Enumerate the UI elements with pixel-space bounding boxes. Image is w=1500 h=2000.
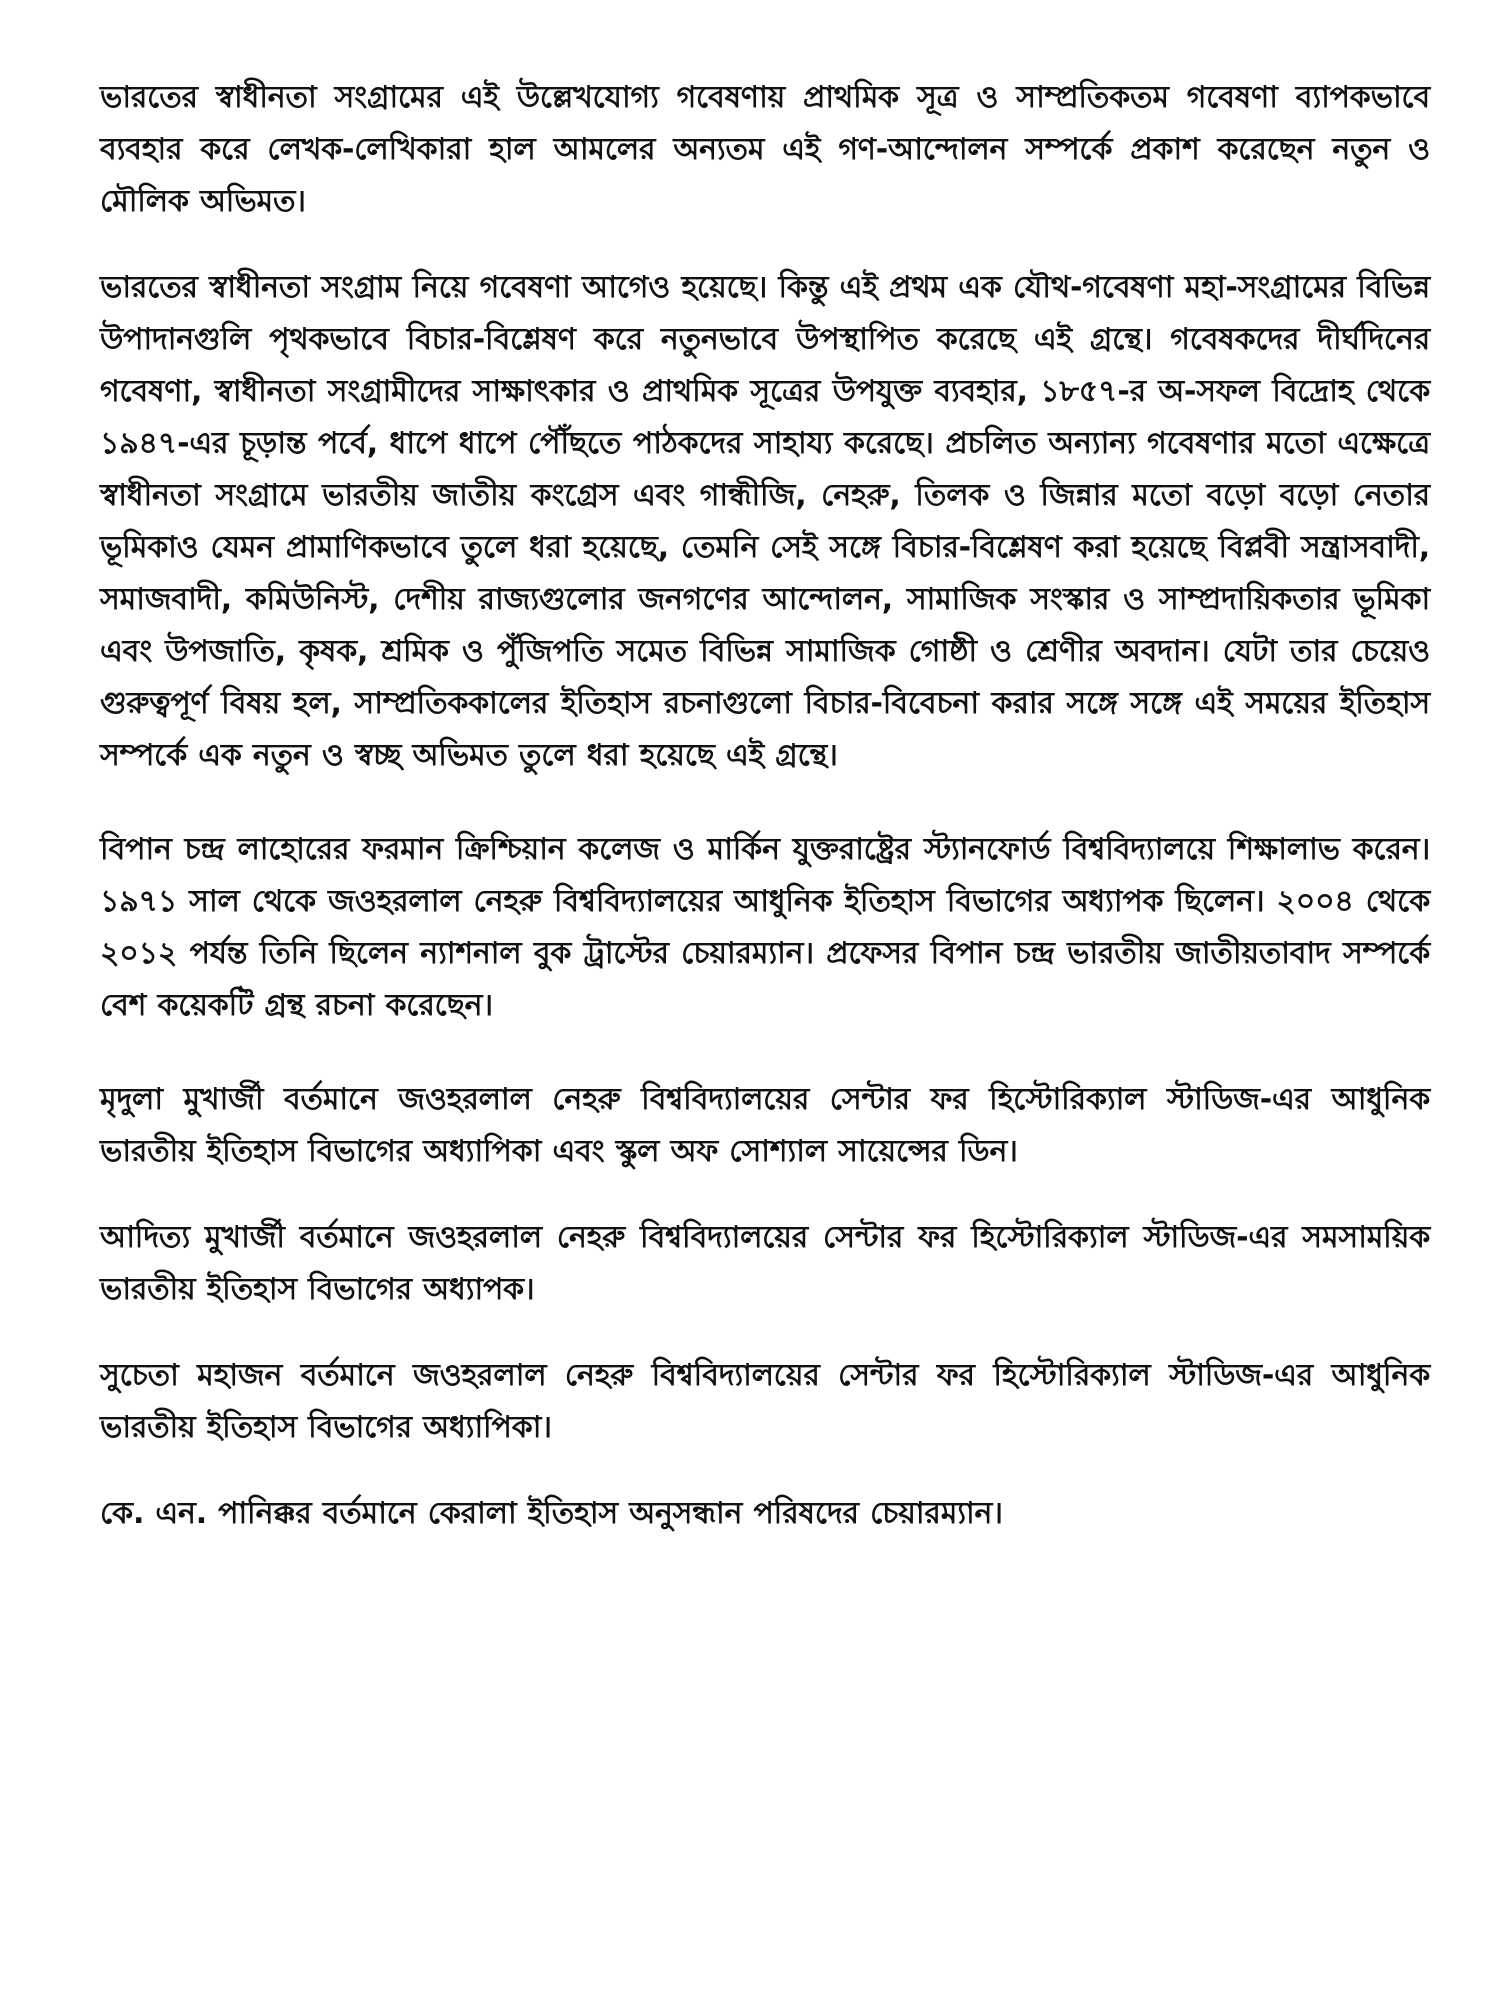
author-bio-aditya-mukherjee: আদিত্য মুখার্জী বর্তমানে জওহরলাল নেহরু বিশ্ববিদ্যালয়ের সেন্টার ফর হিস্টোরিক্যাল স্টাডিজ-এর সমসাময়িক ভারতীয় ইতিহাস বিভাগের অধ্যাপক। (100, 1220, 1430, 1307)
author-bio-kn-panikkar: কে. এন. পানিক্কর বর্তমানে কেরালা ইতিহাস অনুসন্ধান পরিষদের চেয়ারম্যান। (100, 1496, 1003, 1531)
intro-paragraph: ভারতের স্বাধীনতা সংগ্রামের এই উল্লেখযোগ্য গবেষণায় প্রাথমিক সূত্র ও সাম্প্রতিকতম গবেষণা ব্যাপকভাবে ব্যবহার করে লেখক-লেখিকারা হাল আমলের অন্যতম এই গণ-আন্দোলন সম্পর্কে প্রকাশ করেছেন নতুন ও মৌলিক অভিমত। (100, 80, 1430, 219)
author-bio-mridula-mukherjee: মৃদুলা মুখার্জী বর্তমানে জওহরলাল নেহরু বিশ্ববিদ্যালয়ের সেন্টার ফর হিস্টোরিক্যাল স্টাডিজ-এর আধুনিক ভারতীয় ইতিহাস বিভাগের অধ্যাপিকা এবং স্কুল অফ সোশ্যাল সায়েন্সের ডিন। (100, 1082, 1430, 1169)
document-body (100, 72, 1430, 1540)
author-bio-bipan-chandra: বিপান চন্দ্র লাহোরের ফরমান ক্রিশ্চিয়ান কলেজ ও মার্কিন যুক্তরাষ্ট্রের স্ট্যানফোর্ড বিশ্ববিদ্যালয়ে শিক্ষালাভ করেন। ১৯৭১ সাল থেকে জওহরলাল নেহরু বিশ্ববিদ্যালয়ের আধুনিক ইতিহাস বিভাগের অধ্যাপক ছিলেন। ২০০৪ থেকে ২০১২ পর্যন্ত তিনি ছিলেন ন্যাশনাল বুক ট্রাস্টের চেয়ারম্যান। প্রফেসর বিপান চন্দ্র ভারতীয় জাতীয়তাবাদ সম্পর্কে বেশ কয়েকটি গ্রন্থ রচনা করেছেন। (100, 832, 1430, 1023)
research-overview-paragraph: ভারতের স্বাধীনতা সংগ্রাম নিয়ে গবেষণা আগেও হয়েছে। কিন্তু এই প্রথম এক যৌথ-গবেষণা মহা-সংগ্রামের বিভিন্ন উপাদানগুলি পৃথকভাবে বিচার-বিশ্লেষণ করে নতুনভাবে উপস্থাপিত করেছে এই গ্রন্থে। গবেষকদের দীর্ঘদিনের গবেষণা, স্বাধীনতা সংগ্রামীদের সাক্ষাৎকার ও প্রাথমিক সূত্রের উপযুক্ত ব্যবহার, ১৮৫৭-র অ-সফল বিদ্রোহ থেকে ১৯৪৭-এর চূড়ান্ত পর্বে, ধাপে ধাপে পৌঁছতে পাঠকদের সাহায্য করেছে। প্রচলিত অন্যান্য গবেষণার মতো এক্ষেত্রে স্বাধীনতা সংগ্রামে ভারতীয় জাতীয় কংগ্রেস এবং গান্ধীজি, নেহরু, তিলক ও জিন্নার মতো বড়ো বড়ো নেতার ভূমিকাও যেমন প্রামাণিকভাবে তুলে ধরা হয়েছে, তেমনি সেই সঙ্গে বিচার-বিশ্লেষণ করা হয়েছে বিপ্লবী সন্ত্রাসবাদী, সমাজবাদী, কমিউনিস্ট, দেশীয় রাজ্যগুলোর জনগণের আন্দোলন, সামাজিক সংস্কার ও সাম্প্রদায়িকতার ভূমিকা এবং উপজাতি, কৃষক, শ্রমিক ও পুঁজিপতি সমেত বিভিন্ন সামাজিক গোষ্ঠী ও শ্রেণীর অবদান। যেটা তার চেয়েও গুরুত্বপূর্ণ বিষয় হল, সাম্প্রতিককালের ইতিহাস রচনাগুলো বিচার-বিবেচনা করার সঙ্গে সঙ্গে এই সময়ের ইতিহাস সম্পর্কে এক নতুন ও স্বচ্ছ অভিমত তুলে ধরা হয়েছে এই গ্রন্থে। (100, 270, 1430, 773)
author-bio-sucheta-mahajan: সুচেতা মহাজন বর্তমানে জওহরলাল নেহরু বিশ্ববিদ্যালয়ের সেন্টার ফর হিস্টোরিক্যাল স্টাডিজ-এর আধুনিক ভারতীয় ইতিহাস বিভাগের অধ্যাপিকা। (100, 1358, 1430, 1445)
